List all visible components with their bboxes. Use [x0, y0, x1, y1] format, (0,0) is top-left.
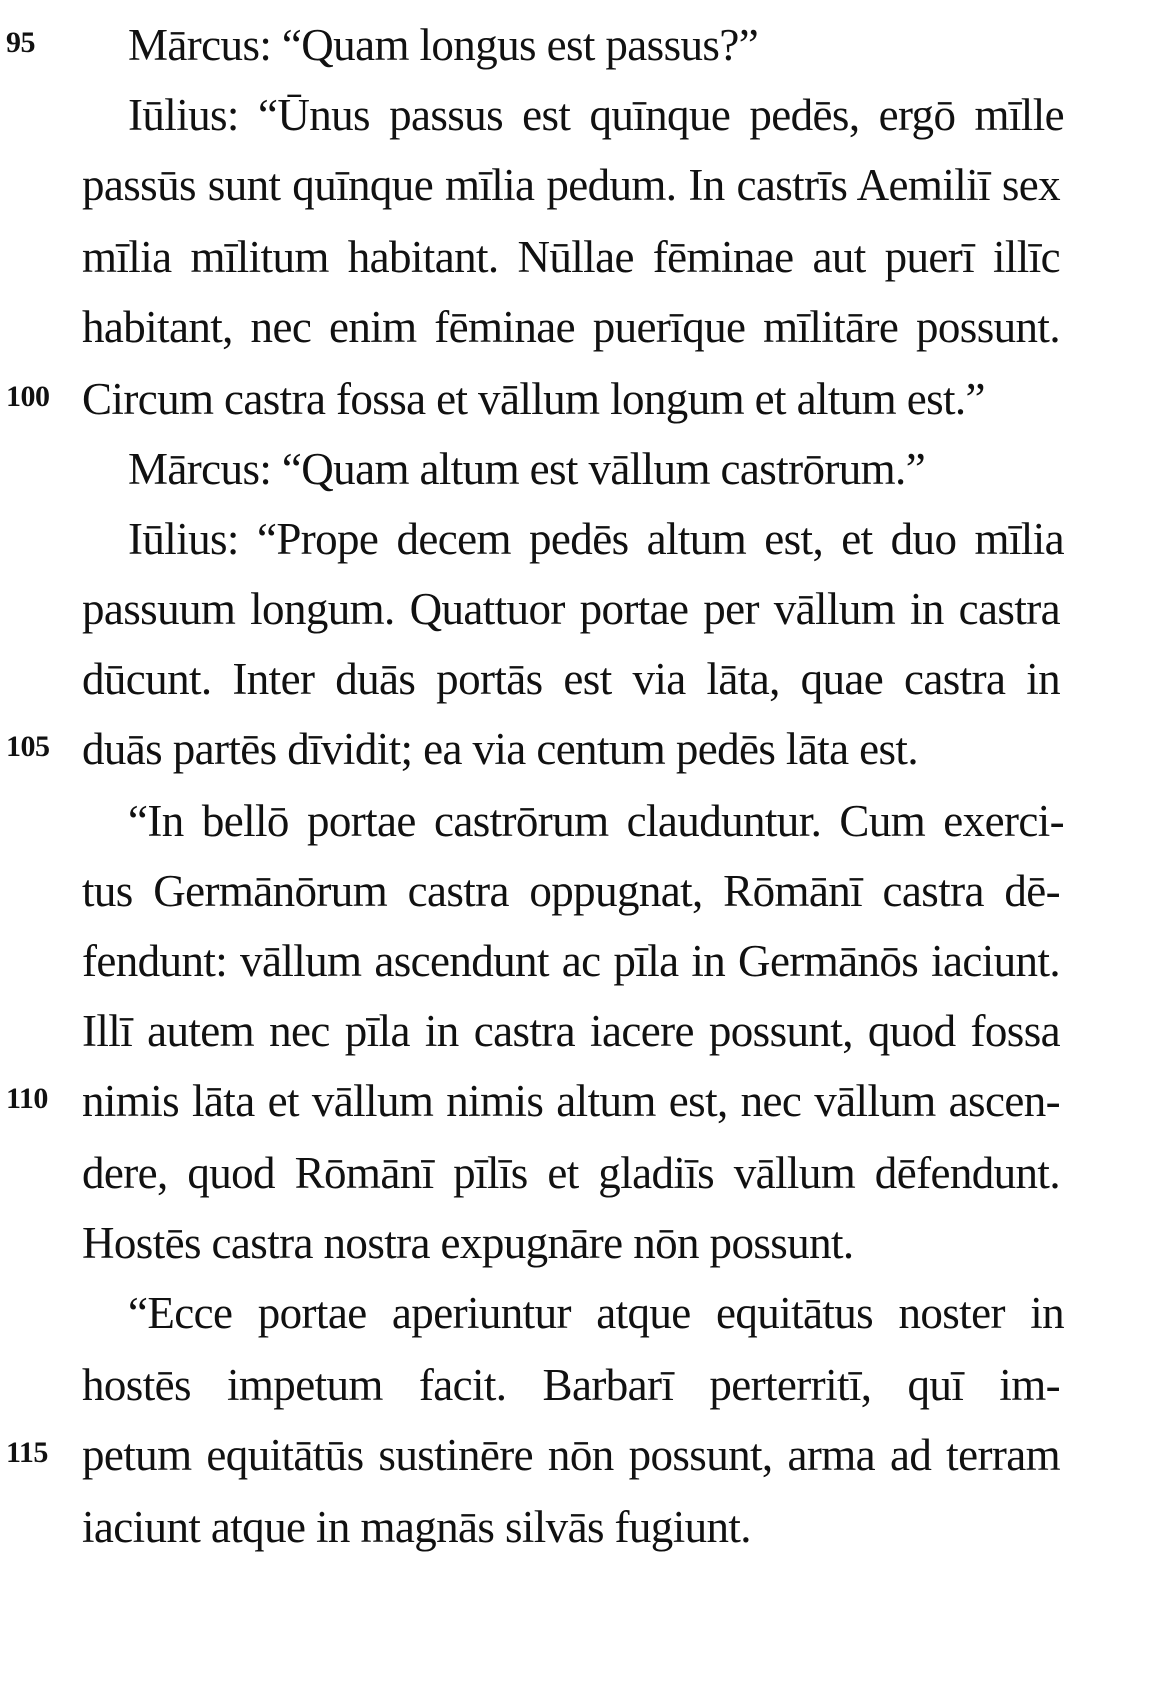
text-line: [0, 1348, 1157, 1423]
text-line: [0, 1490, 1157, 1565]
text-line: [0, 1276, 1157, 1351]
text-line: [0, 1136, 1157, 1211]
line-text: hostēs impetum facit. Barbarī perterritī, quī im-: [82, 1360, 1060, 1410]
line-text: tus Germānōrum castra oppugnat, Rōmānī castra dē-: [82, 866, 1060, 916]
line-text: Circum castra fossa et vāllum longum et altum est.”: [82, 374, 985, 424]
text-line: [0, 924, 1157, 999]
line-number: 110: [6, 1082, 48, 1115]
line-text: duās partēs dīvidit; ea via centum pedēs lāta est.: [82, 724, 918, 774]
line-text: mīlia mīlitum habitant. Nūllae fēminae aut puerī illīc: [82, 232, 1060, 282]
line-text: fendunt: vāllum ascendunt ac pīla in Germānōs iaciunt.: [82, 936, 1060, 986]
text-line: [0, 502, 1157, 577]
text-line: [0, 642, 1157, 717]
text-line: [0, 1064, 1157, 1139]
line-number: 100: [6, 380, 50, 413]
line-number: 105: [6, 730, 50, 763]
text-line: [0, 148, 1157, 223]
line-number: 115: [6, 1436, 48, 1469]
line-text: “In bellō portae castrōrum clauduntur. Cum exerci-: [128, 796, 1064, 846]
text-line: [0, 78, 1157, 153]
line-text: “Ecce portae aperiuntur atque equitātus noster in: [128, 1288, 1064, 1338]
text-line: [0, 432, 1157, 507]
text-line: [0, 994, 1157, 1069]
text-line: [0, 854, 1157, 929]
text-line: [0, 1206, 1157, 1281]
line-text: Iūlius: “Ūnus passus est quīnque pedēs, ergō mīlle: [128, 90, 1064, 140]
line-text: Illī autem nec pīla in castra iacere possunt, quod fossa: [82, 1006, 1060, 1056]
line-text: petum equitātūs sustinēre nōn possunt, arma ad terram: [82, 1430, 1060, 1480]
line-text: nimis lāta et vāllum nimis altum est, nec vāllum ascen-: [82, 1076, 1060, 1126]
text-line: [0, 784, 1157, 859]
text-line: [0, 712, 1157, 787]
line-text: Mārcus: “Quam longus est passus?”: [128, 20, 759, 70]
text-line: [0, 572, 1157, 647]
line-text: Hostēs castra nostra expugnāre nōn possunt.: [82, 1218, 854, 1268]
text-line: [0, 290, 1157, 365]
line-number: 95: [6, 26, 35, 59]
text-line: [0, 220, 1157, 295]
line-text: passūs sunt quīnque mīlia pedum. In castrīs Aemiliī sex: [82, 160, 1060, 210]
line-text: dūcunt. Inter duās portās est via lāta, quae castra in: [82, 654, 1060, 704]
line-text: iaciunt atque in magnās silvās fugiunt.: [82, 1502, 751, 1552]
text-line: [0, 8, 1157, 83]
line-text: Mārcus: “Quam altum est vāllum castrōrum.”: [128, 444, 926, 494]
text-line: [0, 1418, 1157, 1493]
line-text: passuum longum. Quattuor portae per vāllum in castra: [82, 584, 1060, 634]
line-text: Iūlius: “Prope decem pedēs altum est, et duo mīlia: [128, 514, 1064, 564]
text-line: [0, 362, 1157, 437]
line-text: dere, quod Rōmānī pīlīs et gladiīs vāllum dēfendunt.: [82, 1148, 1060, 1198]
line-text: habitant, nec enim fēminae puerīque mīlitāre possunt.: [82, 302, 1060, 352]
